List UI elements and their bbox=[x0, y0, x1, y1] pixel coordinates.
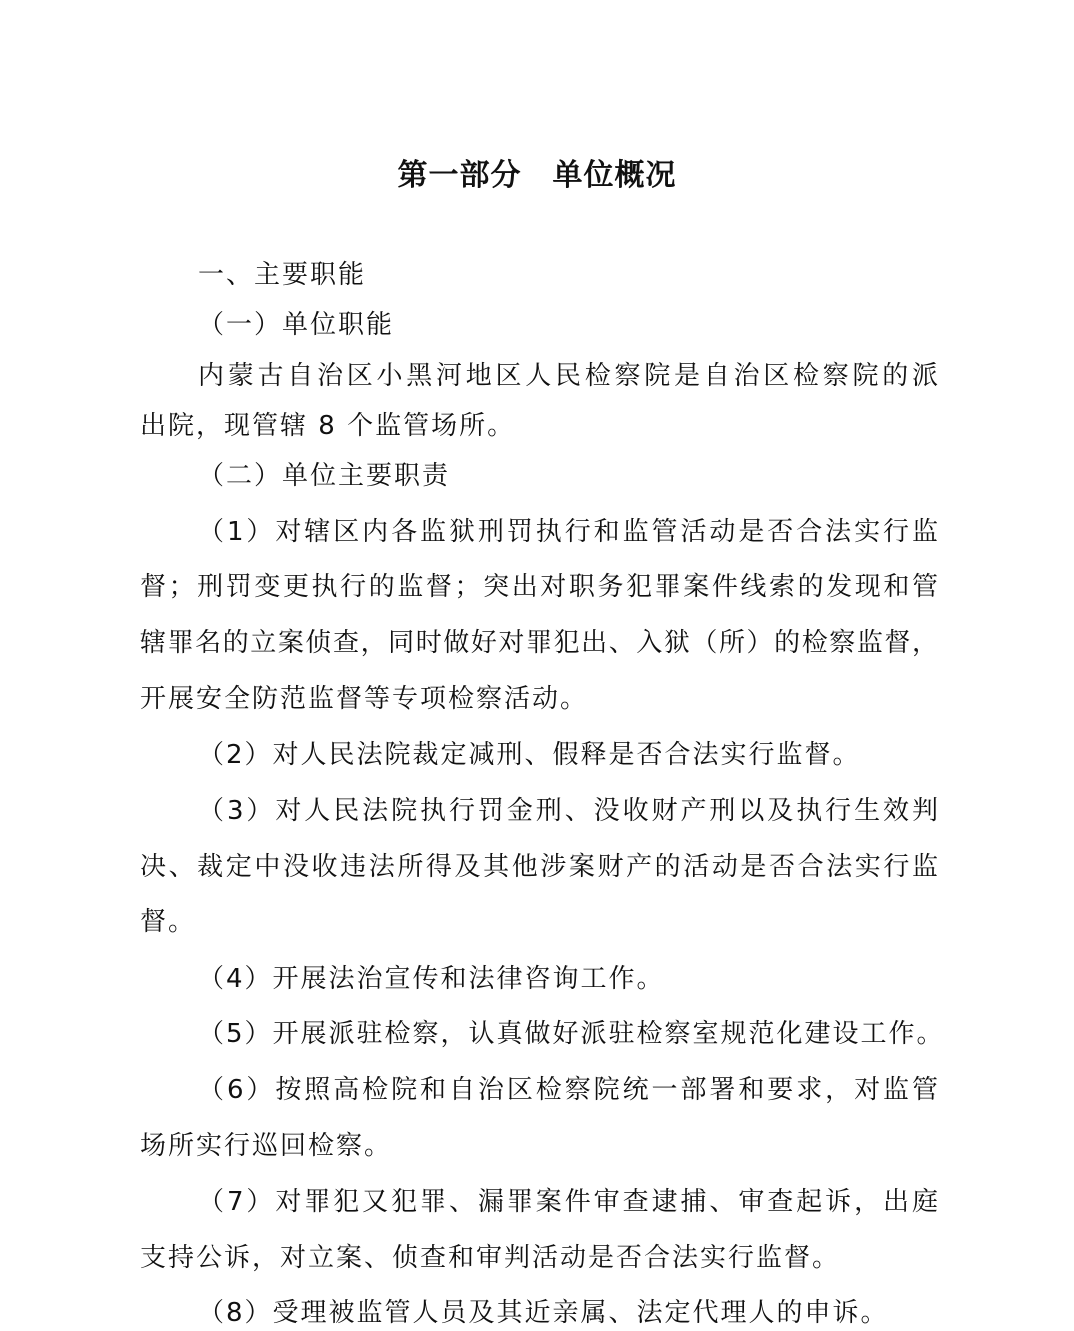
paragraph-line: （4）开展法治宣传和法律咨询工作。 bbox=[198, 964, 665, 994]
section-title: 第一部分 单位概况 bbox=[397, 158, 677, 193]
heading-main-functions: 一、主要职能 bbox=[198, 260, 367, 290]
paragraph-line: 决、裁定中没收违法所得及其他涉案财产的活动是否合法实行监 bbox=[140, 852, 938, 882]
paragraph-line: 督。 bbox=[140, 907, 197, 937]
paragraph-line: （2）对人民法院裁定减刑、假释是否合法实行监督。 bbox=[198, 740, 861, 770]
paragraph-line: （5）开展派驻检察，认真做好派驻检察室规范化建设工作。 bbox=[198, 1019, 945, 1049]
paragraph-line: 支持公诉，对立案、侦查和审判活动是否合法实行监督。 bbox=[140, 1243, 841, 1273]
subheading-unit-functions: （一）单位职能 bbox=[198, 310, 395, 340]
subheading-main-duties: （二）单位主要职责 bbox=[198, 461, 451, 491]
paragraph-line: 出院，现管辖 8 个监管场所。 bbox=[140, 411, 516, 441]
paragraph-line: （1）对辖区内各监狱刑罚执行和监管活动是否合法实行监 bbox=[198, 517, 938, 547]
paragraph-line: （8）受理被监管人员及其近亲属、法定代理人的申诉。 bbox=[198, 1298, 889, 1328]
paragraph-line: 内蒙古自治区小黑河地区人民检察院是自治区检察院的派 bbox=[198, 361, 938, 391]
paragraph-line: 辖罪名的立案侦查，同时做好对罪犯出、入狱（所）的检察监督， bbox=[140, 628, 938, 658]
paragraph-line: （7）对罪犯又犯罪、漏罪案件审查逮捕、审查起诉，出庭 bbox=[198, 1187, 938, 1217]
paragraph-line: （6）按照高检院和自治区检察院统一部署和要求，对监管 bbox=[198, 1075, 938, 1105]
paragraph-line: （3）对人民法院执行罚金刑、没收财产刑以及执行生效判 bbox=[198, 796, 938, 826]
paragraph-line: 督；刑罚变更执行的监督；突出对职务犯罪案件线索的发现和管 bbox=[140, 572, 938, 602]
paragraph-line: 场所实行巡回检察。 bbox=[140, 1131, 393, 1161]
paragraph-line: 开展安全防范监督等专项检察活动。 bbox=[140, 684, 589, 714]
